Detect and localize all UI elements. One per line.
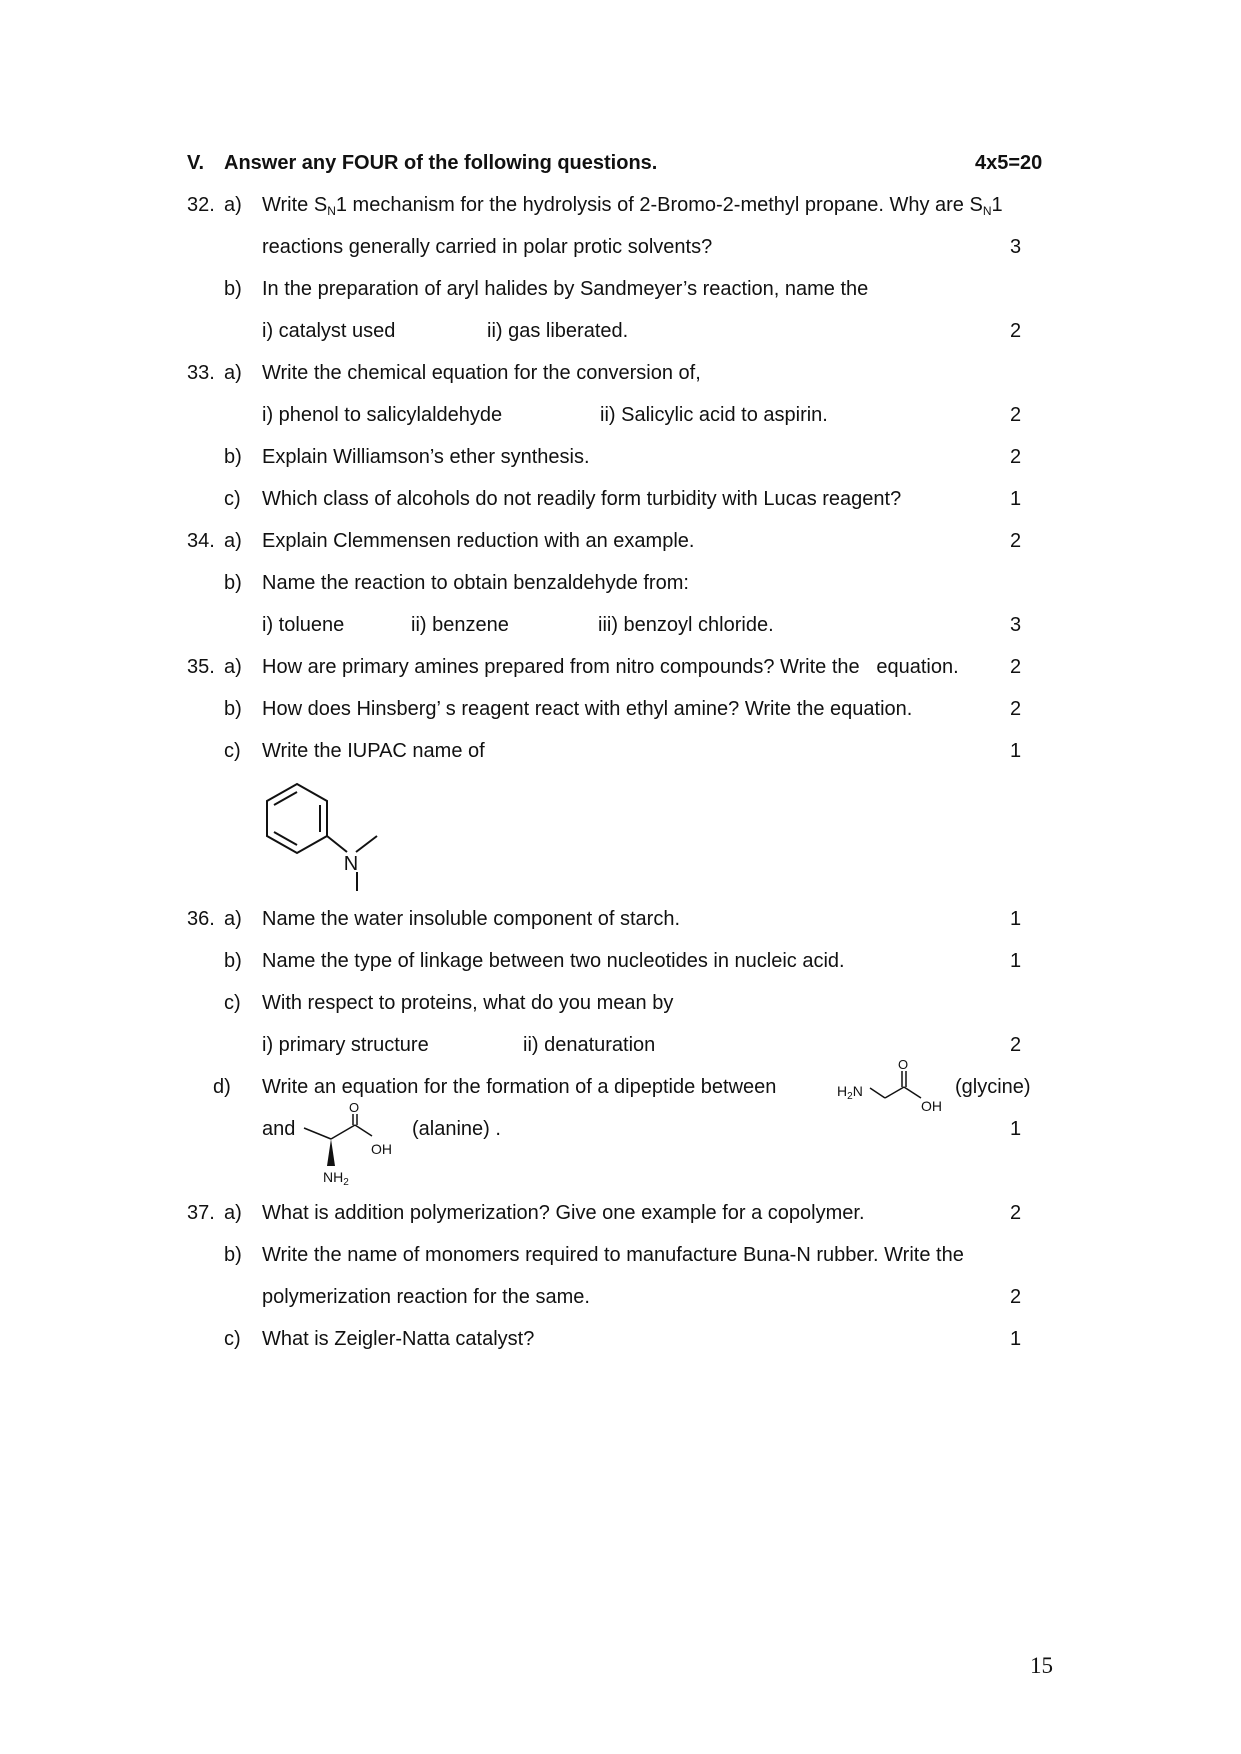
q36c-text: With respect to proteins, what do you mean by [262,992,674,1014]
q34b-label: b) [224,572,242,594]
q37a-label: a) [224,1202,242,1224]
q35a-text: How are primary amines prepared from nitro compounds? Write the equation. [262,656,959,678]
q33a-option-1: i) phenol to salicylaldehyde [262,404,503,426]
alanine-label: (alanine) . [412,1118,501,1140]
q35b-marks: 2 [1010,698,1022,720]
q32b-text: In the preparation of aryl halides by Sandmeyer’s reaction, name the [262,278,869,300]
q33c-marks: 1 [1010,488,1022,510]
q36a-text: Name the water insoluble component of starch. [262,908,680,930]
q33b-label: b) [224,446,242,468]
q37b-text: Write the name of monomers required to manufacture Buna-N rubber. Write the [262,1244,964,1266]
q37a-text: What is addition polymerization? Give one example for a copolymer. [262,1202,865,1224]
question-number-33: 33. [187,362,215,384]
q33a-text: Write the chemical equation for the conversion of, [262,362,701,384]
glycine-label: (glycine) [955,1076,1031,1098]
q33b-marks: 2 [1010,446,1022,468]
q37c-text: What is Zeigler-Natta catalyst? [262,1328,535,1350]
glycine-structure [833,1058,953,1118]
q37b-text-line2: polymerization reaction for the same. [262,1286,590,1308]
q35c-marks: 1 [1010,740,1022,762]
q32b-option-2: ii) gas liberated. [487,320,629,342]
svg-text:OH: OH [921,1098,942,1114]
q36d-text: Write an equation for the formation of a dipeptide between [262,1076,777,1098]
q36c-marks: 2 [1010,1034,1022,1056]
q35b-text: How does Hinsberg’ s reagent react with ethyl amine? Write the equation. [262,698,913,720]
q34b-option-2: ii) benzene [411,614,509,636]
q32a-marks: 3 [1010,236,1022,258]
q35c-label: c) [224,740,241,762]
benzene-ring [267,784,327,853]
ring-n-bond [327,836,347,852]
q34b-marks: 3 [1010,614,1022,636]
svg-text:O: O [898,1058,909,1072]
q32b-option-1: i) catalyst used [262,320,396,342]
q33b-text: Explain Williamson’s ether synthesis. [262,446,590,468]
q37b-marks: 2 [1010,1286,1022,1308]
q36d-and: and [262,1118,296,1140]
svg-text:NH2: $NH_2$ [323,1169,349,1188]
alanine-structure [300,1098,410,1190]
q37c-marks: 1 [1010,1328,1022,1350]
q32a-text: Write $S_N1$ mechanism for the hydrolysis of 2-Bromo-2-methyl propane. Why are $S_N1$ [262,194,1003,218]
q34a-text: Explain Clemmensen reduction with an example. [262,530,695,552]
q32b-marks: 2 [1010,320,1022,342]
dimethylaniline-structure [255,780,405,895]
q36a-label: a) [224,908,242,930]
q33c-label: c) [224,488,241,510]
q37a-marks: 2 [1010,1202,1022,1224]
q34b-option-1: i) toluene [262,614,345,636]
q35c-text: Write the IUPAC name of [262,740,485,762]
q37b-label: b) [224,1244,242,1266]
section-instruction: Answer any FOUR of the following questions. [224,152,658,174]
q36d-marks: 1 [1010,1118,1022,1140]
q34a-label: a) [224,530,242,552]
q36c-option-2: ii) denaturation [523,1034,656,1056]
q34a-marks: 2 [1010,530,1022,552]
q36b-label: b) [224,950,242,972]
svg-text:OH: OH [371,1141,392,1157]
question-number-37: 37. [187,1202,215,1224]
q37c-label: c) [224,1328,241,1350]
q36c-label: c) [224,992,241,1014]
question-number-34: 34. [187,530,215,552]
question-number-32: 32. [187,194,215,216]
q35a-label: a) [224,656,242,678]
q36a-marks: 1 [1010,908,1022,930]
section-marks: 4x5=20 [975,152,1043,174]
q35a-marks: 2 [1010,656,1022,678]
svg-text:H2N: $H_2N$ [837,1083,863,1102]
q32a-label: a) [224,194,242,216]
q32b-label: b) [224,278,242,300]
nitrogen-label: N [343,853,359,875]
wedge-bond [327,1139,335,1166]
q35b-label: b) [224,698,242,720]
q34b-text: Name the reaction to obtain benzaldehyde from: [262,572,689,594]
svg-text:O: O [349,1100,360,1115]
n-methyl-bond-1 [356,836,377,852]
q32a-text-line2: reactions generally carried in polar protic solvents? [262,236,713,258]
question-number-35: 35. [187,656,215,678]
q33a-marks: 2 [1010,404,1022,426]
q33a-option-2: ii) Salicylic acid to aspirin. [600,404,828,426]
q33a-label: a) [224,362,242,384]
q36c-option-1: i) primary structure [262,1034,429,1056]
q34b-option-3: iii) benzoyl chloride. [598,614,774,636]
q36b-text: Name the type of linkage between two nucleotides in nucleic acid. [262,950,845,972]
section-number: V. [187,152,205,174]
page-number: 15 [1030,1653,1053,1678]
question-number-36: 36. [187,908,215,930]
q33c-text: Which class of alcohols do not readily form turbidity with Lucas reagent? [262,488,902,510]
q36d-label: d) [213,1076,231,1098]
q36b-marks: 1 [1010,950,1022,972]
